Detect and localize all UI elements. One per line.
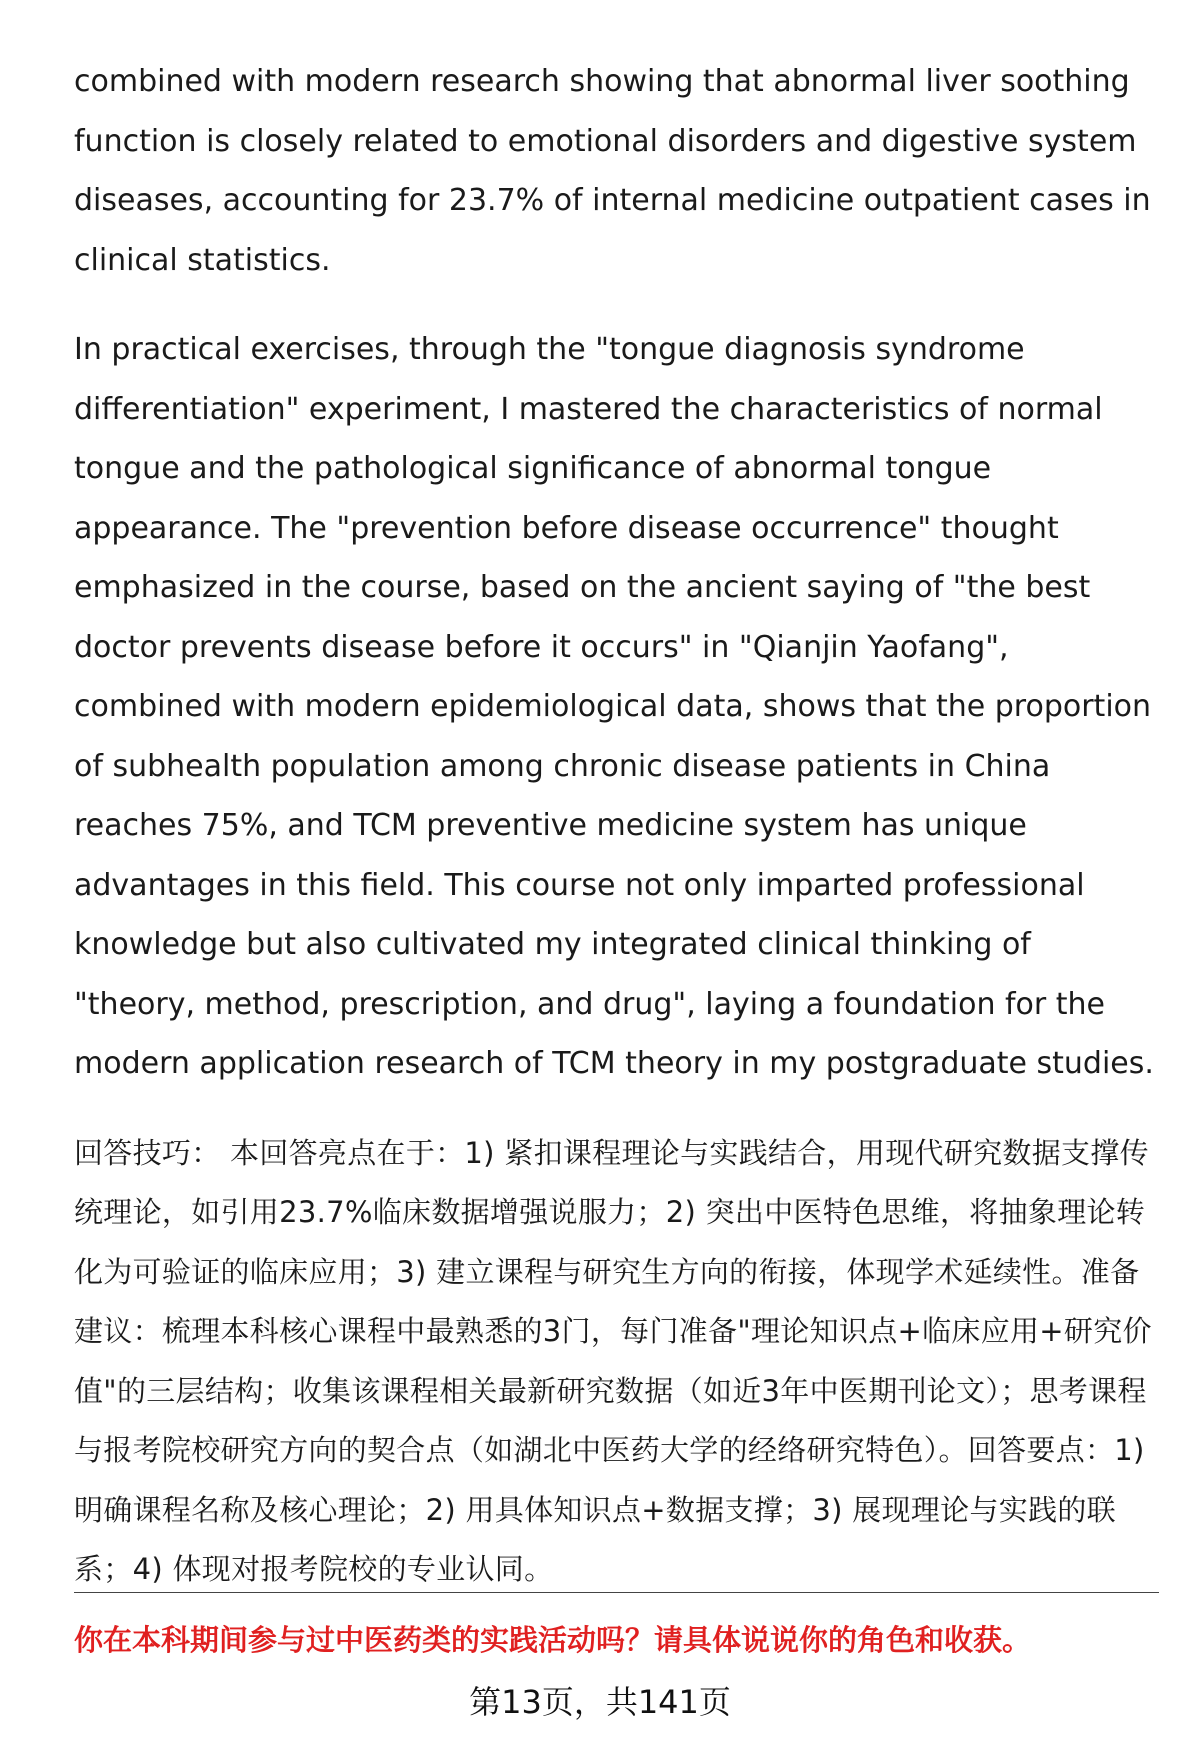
paragraph-practical-exercises: In practical exercises, through the "tongue diagnosis syndrome differentiation" experiment, I mastered the characteristics of normal tongue and the pathological significance of abnormal tongue appearance. The "prevention before disease occurrence" thought emphasized in the course, based on the ancient saying of "the best doctor prevents disease before it occurs" in "Qianjin Yaofang", combined with modern epidemiological data, shows that the proportion of subhealth population among chronic disease patients in China reaches 75%, and TCM preventive medicine system has unique advantages in this field. This course not only imparted professional knowledge but also cultivated my integrated clinical thinking of "theory, method, prescription, and drug", laying a foundation for the modern application research of TCM theory in my postgraduate studies.	[74, 332, 1154, 1081]
paragraph-answer-tips: 回答技巧： 本回答亮点在于：1) 紧扣课程理论与实践结合，用现代研究数据支撑传统理论，如引用23.7%临床数据增强说服力；2) 突出中医特色思维，将抽象理论转化为可验证的临床应用；3) 建立课程与研究生方向的衔接，体现学术延续性。准备建议：梳理本科核心课程中最熟悉的3门，每门准备"理论知识点+临床应用+研究价值"的三层结构；收集该课程相关最新研究数据（如近3年中医期刊论文）；思考课程与报考院校研究方向的契合点（如湖北中医药大学的经络研究特色）。回答要点：1) 明确课程名称及核心理论；2) 用具体知识点+数据支撑；3) 展现理论与实践的联系；4) 体现对报考院校的专业认同。	[74, 1135, 1152, 1586]
document-body	[74, 52, 1159, 1630]
page-number-footer: 第13页，共141页	[469, 1683, 731, 1721]
next-question-heading: 你在本科期间参与过中医药类的实践活动吗？请具体说说你的角色和收获。	[74, 1623, 1032, 1657]
paragraph-liver-research: combined with modern research showing that abnormal liver soothing function is closely related to emotional disorders and digestive system diseases, accounting for 23.7% of internal medicine outpatient cases in clinical statistics.	[74, 64, 1151, 278]
section-divider	[74, 1592, 1159, 1593]
